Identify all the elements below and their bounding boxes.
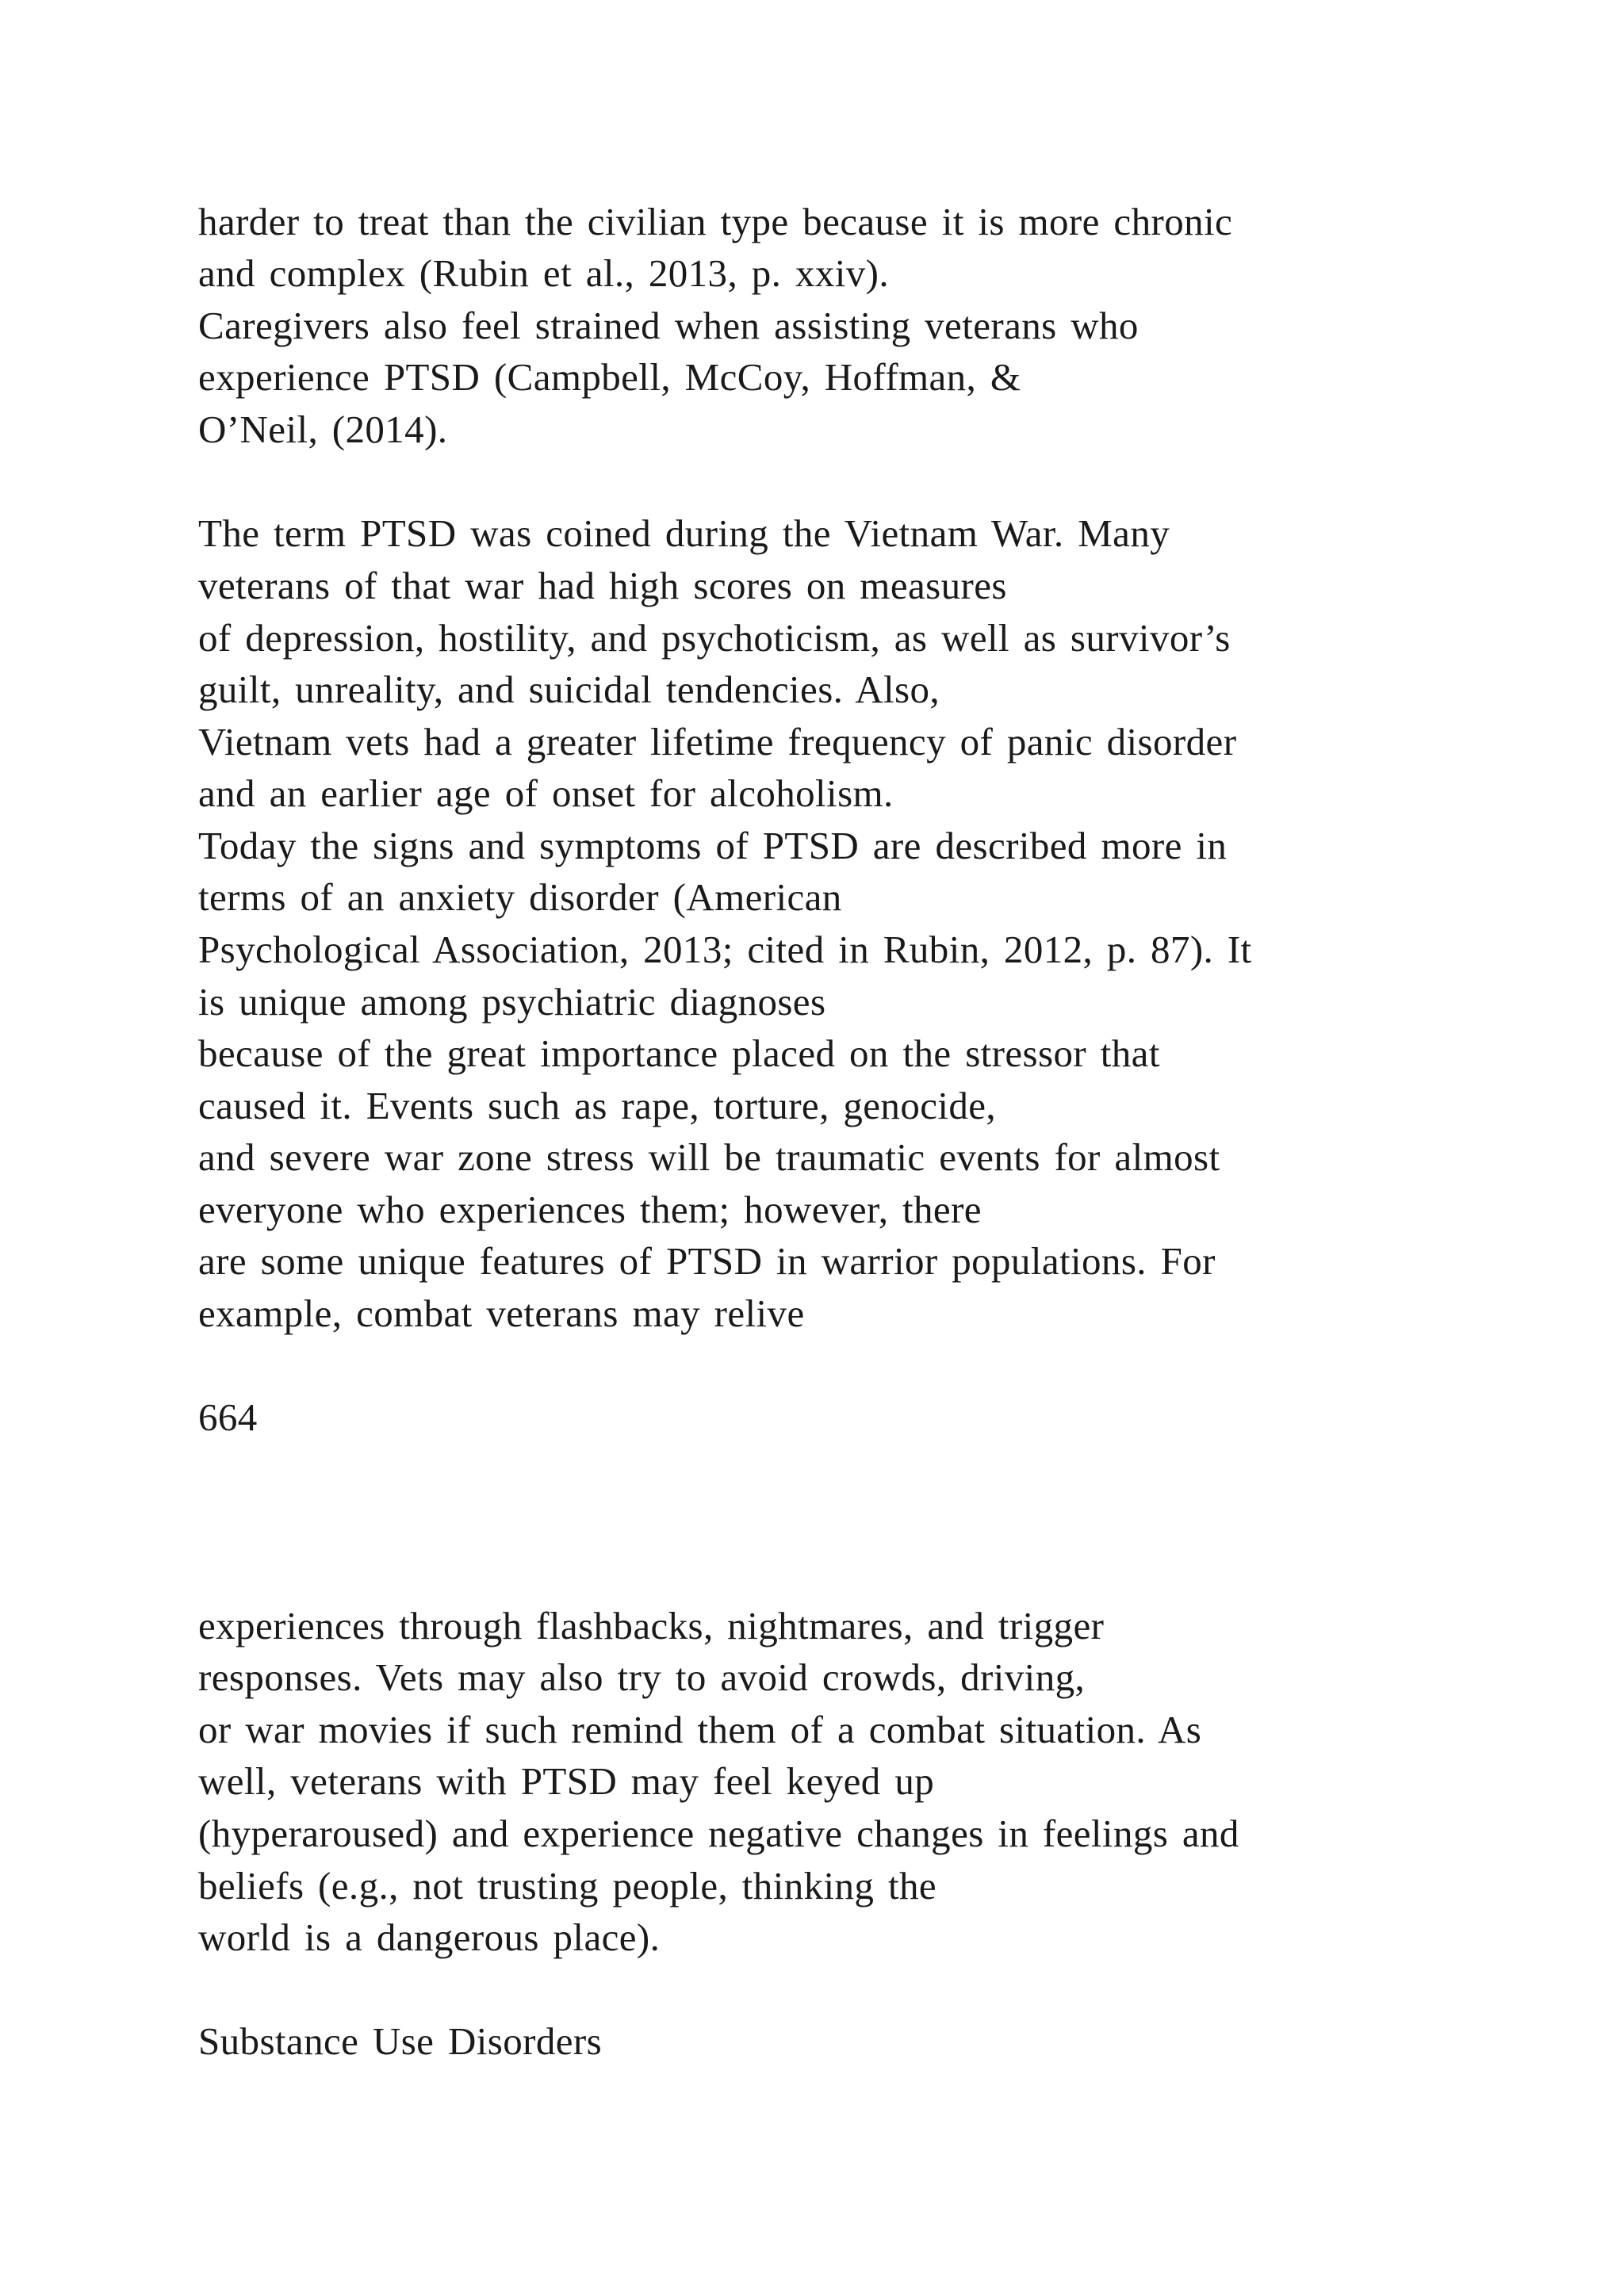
text-line: and complex (Rubin et al., 2013, p. xxiv). — [198, 251, 890, 295]
text-line: experiences through flashbacks, nightmares, and trigger — [198, 1604, 1105, 1647]
text-line: Vietnam vets had a greater lifetime frequency of panic disorder — [198, 720, 1237, 763]
text-line: caused it. Events such as rape, torture, genocide, — [198, 1084, 997, 1127]
text-line: Psychological Association, 2013; cited in Rubin, 2012, p. 87). It — [198, 928, 1252, 971]
text-line: Today the signs and symptoms of PTSD are described more in — [198, 824, 1228, 867]
text-line: beliefs (e.g., not trusting people, thinking the — [198, 1864, 937, 1908]
text-line: are some unique features of PTSD in warrior populations. For — [198, 1239, 1216, 1283]
text-line: is unique among psychiatric diagnoses — [198, 980, 826, 1024]
text-line: well, veterans with PTSD may feel keyed up — [198, 1759, 935, 1803]
text-line: harder to treat than the civilian type because it is more chronic — [198, 200, 1233, 243]
text-line: and an earlier age of onset for alcoholism. — [198, 771, 894, 815]
text-line: (hyperaroused) and experience negative changes in feelings and — [198, 1812, 1239, 1855]
text-line: example, combat veterans may relive — [198, 1292, 805, 1335]
text-line: Caregivers also feel strained when assisting veterans who — [198, 304, 1139, 347]
text-line: guilt, unreality, and suicidal tendencies. Also, — [198, 668, 940, 711]
text-line: terms of an anxiety disorder (American — [198, 875, 842, 919]
text-line: experience PTSD (Campbell, McCoy, Hoffman, & — [198, 355, 1021, 399]
text-line: of depression, hostility, and psychoticism, as well as survivor’s — [198, 616, 1231, 660]
text-line: everyone who experiences them; however, there — [198, 1188, 982, 1231]
text-line: responses. Vets may also try to avoid crowds, driving, — [198, 1655, 1086, 1699]
text-line: O’Neil, (2014). — [198, 408, 448, 451]
section-heading: Substance Use Disorders — [198, 2019, 603, 2063]
text-line: veterans of that war had high scores on measures — [198, 564, 1007, 607]
text-line: or war movies if such remind them of a combat situation. As — [198, 1708, 1202, 1751]
page-number: 664 — [198, 1395, 258, 1439]
text-line: The term PTSD was coined during the Vietnam War. Many — [198, 511, 1170, 555]
text-line: world is a dangerous place). — [198, 1915, 661, 1959]
text-line: and severe war zone stress will be traumatic events for almost — [198, 1135, 1220, 1179]
text-line: because of the great importance placed on the stressor that — [198, 1031, 1160, 1075]
